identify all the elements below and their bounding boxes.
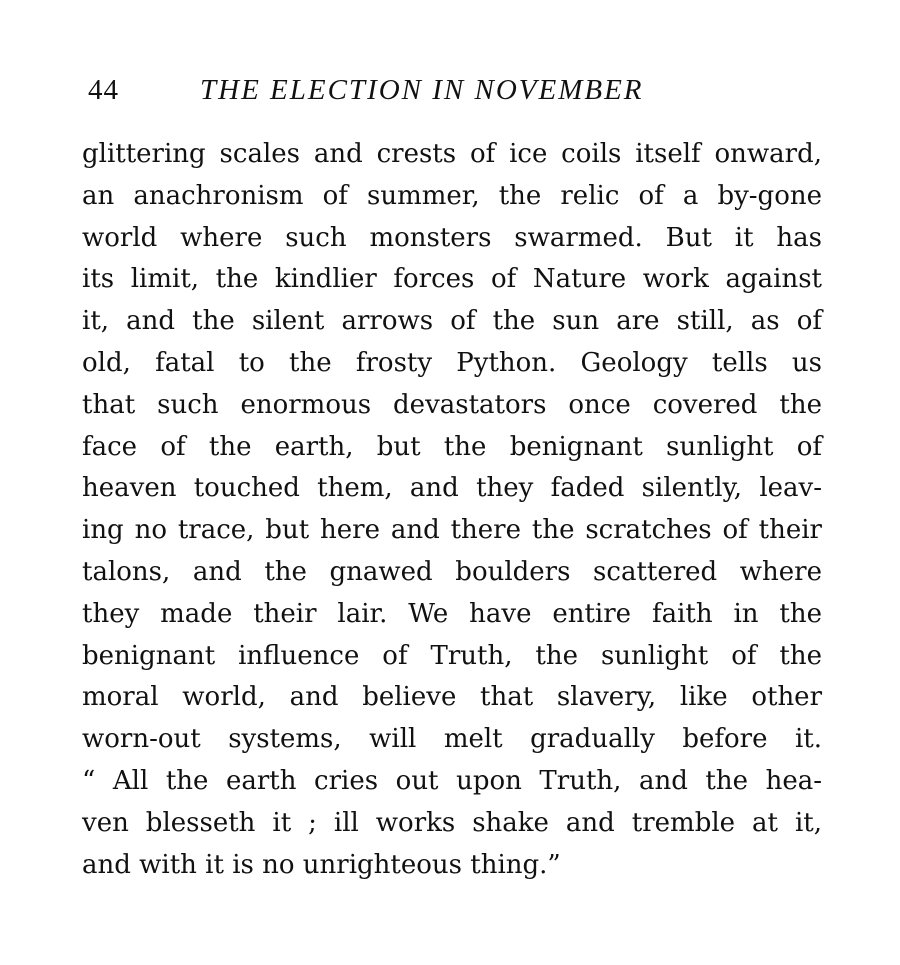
running-head [88,74,828,114]
text-line: that such enormous devastators once covered the [82,389,822,420]
text-line: glittering scales and crests of ice coils itself onward, [82,139,822,169]
text-line: benignant influence of Truth, the sunlight of the [82,640,822,671]
text-line: they made their lair. We have entire faith in the [82,598,822,629]
page-number: 44 [88,74,119,106]
text-line: old, fatal to the frosty Python. Geology tells us [82,347,822,378]
text-line: talons, and the gnawed boulders scattered where [82,556,822,587]
text-line: and with it is no unrighteous thing.” [82,849,561,880]
text-line: ing no trace, but here and there the scratches of their [82,515,822,546]
running-title: THE ELECTION IN NOVEMBER [200,74,644,106]
text-line: face of the earth, but the benignant sunlight of [82,431,822,462]
body-paragraph [82,134,822,886]
text-line: worn-out systems, will melt gradually before it. [82,724,822,755]
text-line: heaven touched them, and they faded silently, leav- [82,473,822,504]
text-line: an anachronism of summer, the relic of a by-gone [82,180,822,211]
text-line: “ All the earth cries out upon Truth, and the hea- [82,765,822,796]
text-line: its limit, the kindlier forces of Nature work against [82,264,822,295]
text-line: moral world, and believe that slavery, like other [82,682,822,713]
text-line: it, and the silent arrows of the sun are still, as of [82,306,822,337]
text-line: ven blesseth it ; ill works shake and tremble at it, [82,807,822,838]
text-line: world where such monsters swarmed. But it has [82,222,822,253]
